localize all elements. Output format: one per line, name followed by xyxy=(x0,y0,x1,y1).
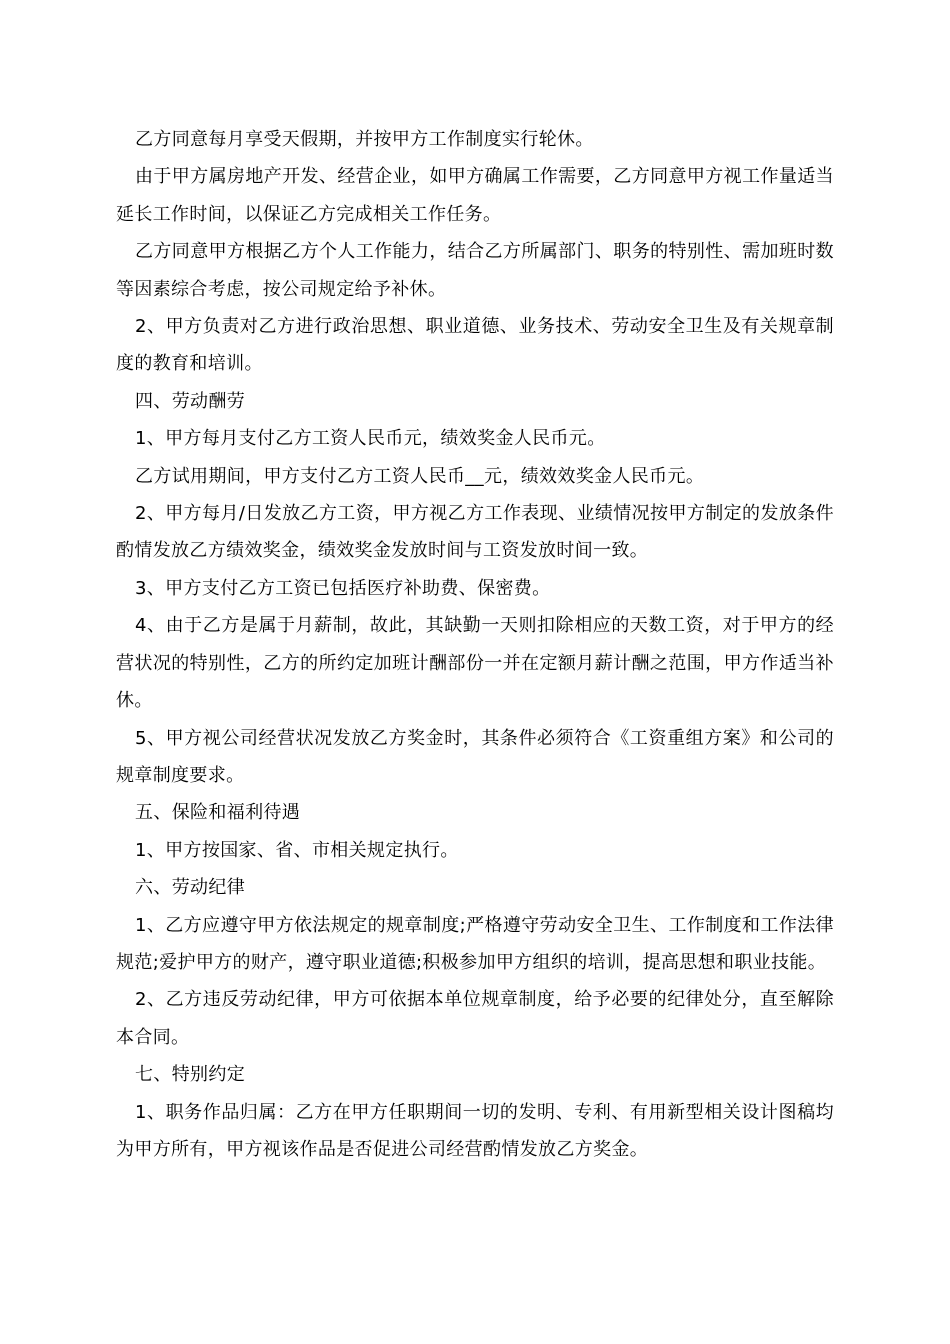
paragraph-work-ownership: 1、职务作品归属：乙方在甲方任职期间一切的发明、专利、有用新型相关设计图稿均为甲方所有，甲方视该作品是否促进公司经营酌情发放乙方奖金。 xyxy=(116,1101,834,1160)
section-heading-discipline: 六、劳动纪律 xyxy=(135,877,246,899)
section-heading-insurance: 五、保险和福利待遇 xyxy=(135,802,301,824)
paragraph-payment-date: 2、甲方每月/日发放乙方工资，甲方视乙方工作表现、业绩情况按甲方制定的发放条件酌情发放乙方绩效奖金，绩效奖金发放时间与工资发放时间一致。 xyxy=(116,503,834,562)
paragraph-insurance-rules: 1、甲方按国家、省、市相关规定执行。 xyxy=(135,839,459,861)
paragraph-vacation: 乙方同意每月享受天假期，并按甲方工作制度实行轮休。 xyxy=(135,129,594,150)
section-heading-remuneration: 四、劳动酬劳 xyxy=(135,390,246,412)
paragraph-salary: 1、甲方每月支付乙方工资人民币元，绩效奖金人民币元。 xyxy=(135,428,606,450)
paragraph-compensatory-leave: 乙方同意甲方根据乙方个人工作能力，结合乙方所属部门、职务的特别性、需加班时数等因素综合考虑，按公司规定给予补休。 xyxy=(116,241,834,300)
paragraph-probation-salary: 乙方试用期间，甲方支付乙方工资人民币__元，绩效效奖金人民币元。 xyxy=(135,465,705,487)
section-heading-special-terms: 七、特别约定 xyxy=(135,1064,246,1086)
paragraph-discipline-violation: 2、乙方违反劳动纪律，甲方可依据本单位规章制度，给予必要的纪律处分，直至解除本合同。 xyxy=(116,989,834,1048)
paragraph-discipline-rules: 1、乙方应遵守甲方依法规定的规章制度;严格遵守劳动安全卫生、工作制度和工作法律规范;爱护甲方的财产，遵守职业道德;积极参加甲方组织的培训，提高思想和职业技能。 xyxy=(116,914,834,973)
paragraph-bonus: 5、甲方视公司经营状况发放乙方奖金时，其条件必须符合《工资重组方案》和公司的规章制度要求。 xyxy=(116,727,834,786)
document-body xyxy=(116,121,834,1168)
paragraph-allowances: 3、甲方支付乙方工资已包括医疗补助费、保密费。 xyxy=(135,577,551,599)
paragraph-monthly-salary: 4、由于乙方是属于月薪制，故此，其缺勤一天则扣除相应的天数工资，对于甲方的经营状况的特别性，乙方的所约定加班计酬部份一并在定额月薪计酬之范围，甲方作适当补休。 xyxy=(116,615,834,712)
paragraph-training: 2、甲方负责对乙方进行政治思想、职业道德、业务技术、劳动安全卫生及有关规章制度的教育和培训。 xyxy=(116,316,834,375)
paragraph-overtime: 由于甲方属房地产开发、经营企业，如甲方确属工作需要，乙方同意甲方视工作量适当延长工作时间，以保证乙方完成相关工作任务。 xyxy=(116,166,834,225)
